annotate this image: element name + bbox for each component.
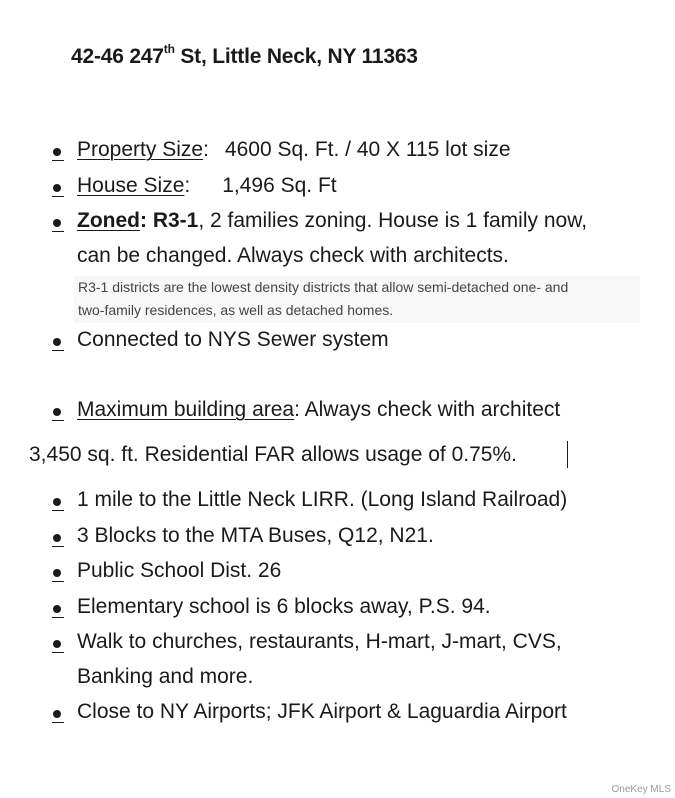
bullet-icon <box>53 702 64 726</box>
title-rest: St, Little Neck, NY 11363 <box>174 45 418 68</box>
title-main: 42-46 247 <box>71 45 164 68</box>
list-item-house-size <box>77 174 337 198</box>
zone-code: : R3-1 <box>140 209 199 232</box>
list-item-walk: Walk to churches, restaurants, H-mart, J-mart, CVS, <box>77 630 562 653</box>
list-item-elementary: Elementary school is 6 blocks away, P.S. 94. <box>77 595 491 618</box>
bullet-icon <box>53 176 64 200</box>
property-size-colon: : <box>203 138 209 161</box>
list-item-sewer: Connected to NYS Sewer system <box>77 328 389 351</box>
page-title <box>71 44 418 69</box>
max-area-text: : Always check with architect <box>294 398 561 421</box>
zoned-text-line2: can be changed. Always check with architects. <box>77 244 509 267</box>
walk-line2: Banking and more. <box>77 665 254 688</box>
bullet-icon <box>53 632 64 656</box>
bullet-icon <box>53 597 64 621</box>
bullet-icon <box>53 561 64 585</box>
property-size-value: 4600 Sq. Ft. / 40 X 115 lot size <box>224 138 511 161</box>
bullet-icon <box>53 490 64 514</box>
list-item-property-size <box>77 138 511 162</box>
zoned-text-line1: , 2 families zoning. House is 1 family now, <box>198 209 588 232</box>
list-item-max-area <box>77 398 560 422</box>
zone-note-line2: two-family residences, as well as detached homes. <box>78 302 394 318</box>
watermark: OneKey MLS <box>611 784 671 795</box>
bullet-icon <box>53 526 64 550</box>
zoned-label: Zoned <box>77 209 140 232</box>
max-area-label: Maximum building area <box>77 398 295 421</box>
house-size-colon: : <box>184 174 191 197</box>
text-cursor <box>567 441 568 468</box>
list-item-buses: 3 Blocks to the MTA Buses, Q12, N21. <box>77 524 434 547</box>
list-item-school-dist: Public School Dist. 26 <box>77 559 282 582</box>
list-item-airports: Close to NY Airports; JFK Airport & Laguardia Airport <box>77 700 567 723</box>
bullet-icon <box>53 400 64 424</box>
bullet-icon <box>53 211 64 235</box>
house-size-value: 1,496 Sq. Ft <box>222 174 337 197</box>
list-item-lirr: 1 mile to the Little Neck LIRR. (Long Island Railroad) <box>77 488 568 511</box>
property-size-label: Property Size <box>77 138 204 161</box>
bullet-icon <box>53 140 64 164</box>
zone-note-line1: R3-1 districts are the lowest density districts that allow semi-detached one- and <box>78 279 569 295</box>
bullet-icon <box>53 330 64 354</box>
far-line: 3,450 sq. ft. Residential FAR allows usage of 0.75%. <box>29 443 517 466</box>
house-size-label: House Size <box>77 174 185 197</box>
list-item-zoned <box>77 209 587 233</box>
title-superscript: th <box>163 42 175 56</box>
